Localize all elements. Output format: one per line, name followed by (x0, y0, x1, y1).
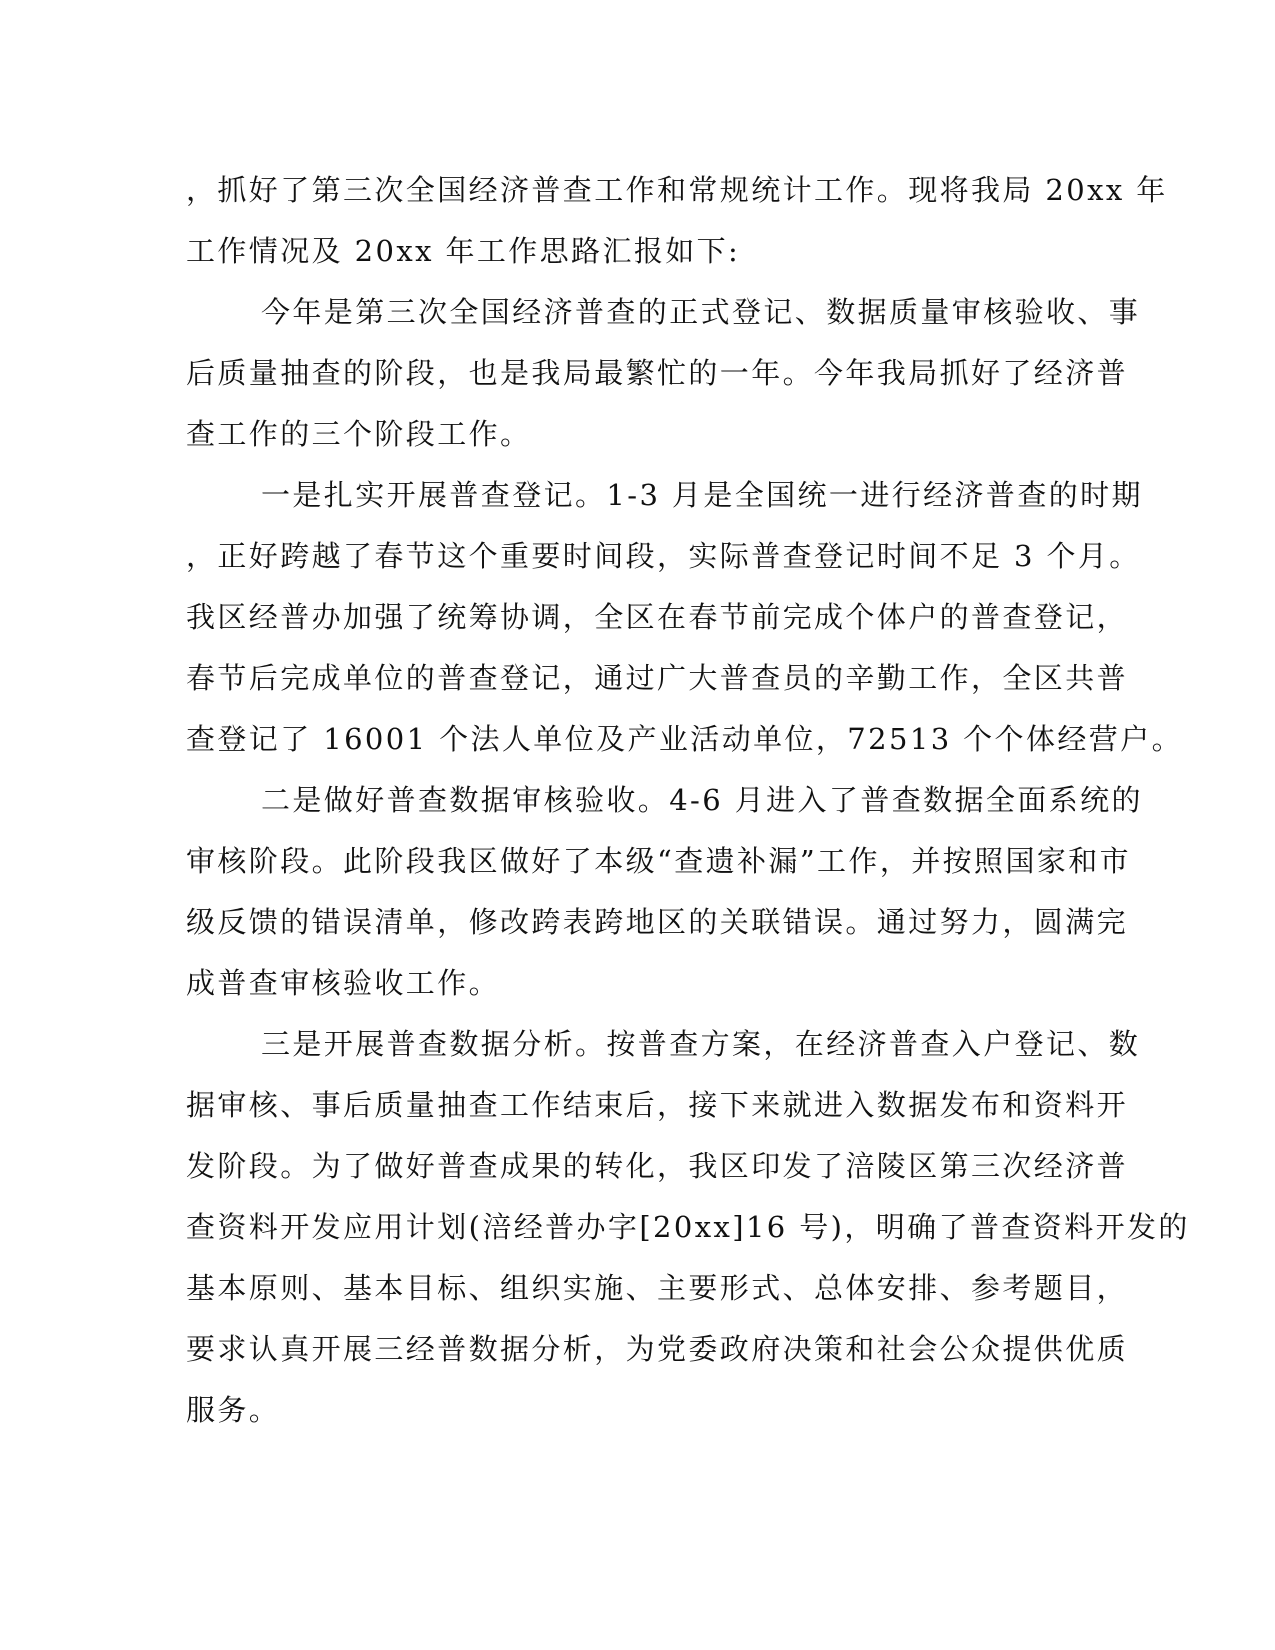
text-line: ，抓好了第三次全国经济普查工作和常规统计工作。现将我局 20xx 年 (186, 173, 1168, 207)
text-line: 三是开展普查数据分析。按普查方案，在经济普查入户登记、数 (261, 1027, 1141, 1061)
text-line: 工作情况及 20xx 年工作思路汇报如下: (186, 234, 741, 268)
text-line: 发阶段。为了做好普查成果的转化，我区印发了涪陵区第三次经济普 (186, 1149, 1129, 1183)
text-line: 成普查审核验收工作。 (186, 966, 501, 1000)
text-line: 据审核、事后质量抽查工作结束后，接下来就进入数据发布和资料开 (186, 1088, 1129, 1122)
text-line: ，正好跨越了春节这个重要时间段，实际普查登记时间不足 3 个月。 (186, 539, 1141, 573)
paragraph-registration (186, 465, 1183, 770)
text-line: 级反馈的错误清单，修改跨表跨地区的关联错误。通过努力，圆满完 (186, 905, 1129, 939)
text-line: 要求认真开展三经普数据分析，为党委政府决策和社会公众提供优质 (186, 1332, 1129, 1366)
text-line: 后质量抽查的阶段，也是我局最繁忙的一年。今年我局抓好了经济普 (186, 356, 1129, 390)
text-line: 今年是第三次全国经济普查的正式登记、数据质量审核验收、事 (261, 295, 1141, 329)
text-line: 服务。 (186, 1393, 281, 1427)
paragraph-review (186, 770, 1143, 1014)
paragraph-analysis (186, 1014, 1190, 1441)
text-line: 审核阶段。此阶段我区做好了本级“查遗补漏”工作，并按照国家和市 (186, 844, 1132, 878)
text-line: 查工作的三个阶段工作。 (186, 417, 532, 451)
text-line: 我区经普办加强了统筹协调，全区在春节前完成个体户的普查登记， (186, 600, 1129, 634)
paragraph-intro (186, 160, 1168, 282)
document-body (186, 160, 1190, 1441)
paragraph-overview (186, 282, 1141, 465)
text-line: 二是做好普查数据审核验收。4-6 月进入了普查数据全面系统的 (261, 783, 1143, 817)
text-line: 查登记了 16001 个法人单位及产业活动单位，72513 个个体经营户。 (186, 722, 1183, 756)
text-line: 基本原则、基本目标、组织实施、主要形式、总体安排、参考题目， (186, 1271, 1129, 1305)
text-line: 一是扎实开展普查登记。1-3 月是全国统一进行经济普查的时期 (261, 478, 1143, 512)
text-line: 查资料开发应用计划(涪经普办字[20xx]16 号)，明确了普查资料开发的 (186, 1210, 1190, 1244)
text-line: 春节后完成单位的普查登记，通过广大普查员的辛勤工作，全区共普 (186, 661, 1129, 695)
